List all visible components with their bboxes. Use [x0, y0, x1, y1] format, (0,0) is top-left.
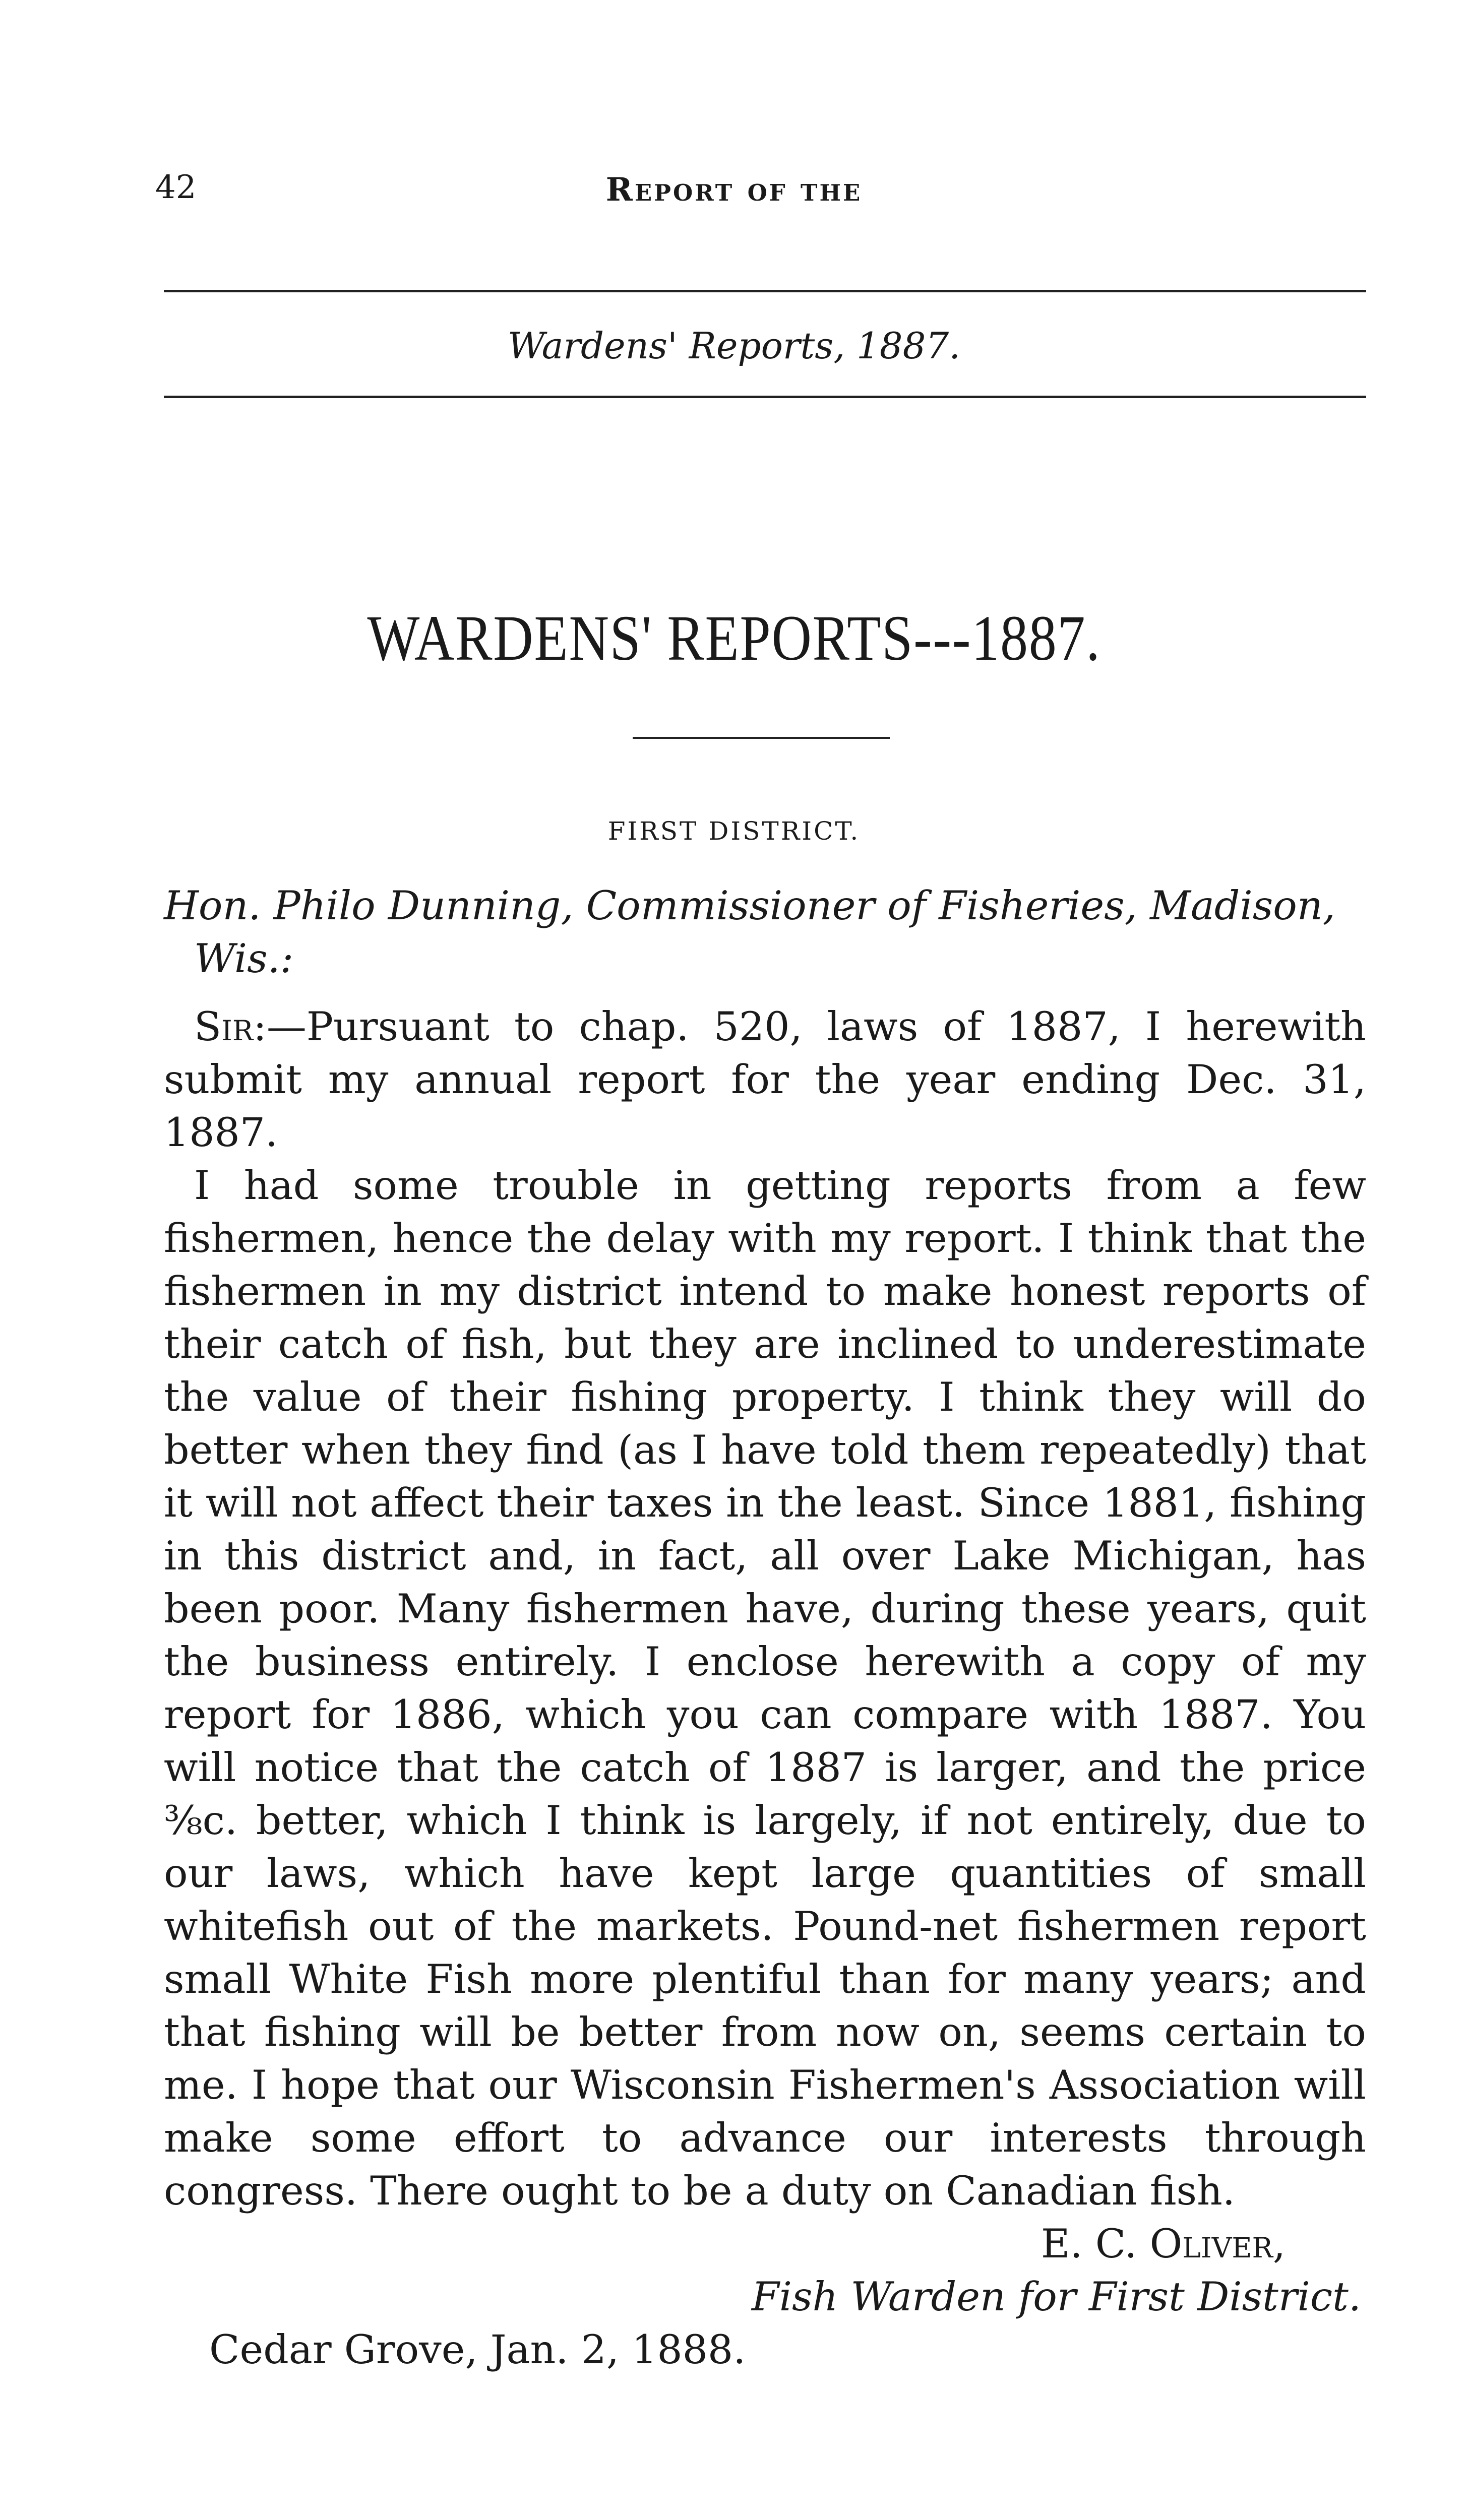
- paragraph-1: [164, 1000, 1366, 1159]
- signature: E. C. Oliver,: [1041, 2221, 1286, 2267]
- sir-greeting: Sir:: [194, 1003, 267, 1050]
- salutation-line-2: Wis.:: [194, 935, 294, 982]
- signer-title: Fish Warden for First District.: [751, 2274, 1361, 2320]
- dateline: Cedar Grove, Jan. 2, 1888.: [209, 2326, 746, 2373]
- section-head: Wardens' Reports, 1887.: [507, 325, 961, 367]
- paragraph-2: I had some trouble in getting reports from a few fishermen, hence the delay with my report. I think that the fishermen in my district intend to make honest reports of their catch of fish, but they are inclined to underestimate the value of their fishing property. I think they will do better when they find (as I have told them repeatedly) that it will not affect their taxes in the least. Since 1881, fishing in this district and, in fact, all over Lake Michigan, has been poor. Many fishermen have, during these years, quit the business entirely. I enclose herewith a copy of my report for 1886, which you can compare with 1887. You will notice that the catch of 1887 is larger, and the price ⅜c. better, which I think is largely, if not entirely, due to our laws, which have kept large quantities of small whitefish out of the markets. Pound-net fishermen report small White Fish more plentiful than for many years; and that fishing will be better from now on, seems certain to me. I hope that our Wisconsin Fishermen's Association will make some effort to advance our interests through congress. There ought to be a duty on Canadian fish.: [164, 1162, 1366, 2214]
- letter-body: [164, 879, 1366, 2376]
- header-rule-bottom: [164, 396, 1366, 398]
- salutation: [164, 879, 1366, 985]
- title-divider: [633, 737, 890, 739]
- header-rule-top: [164, 290, 1366, 292]
- running-head: Report of the: [605, 171, 863, 209]
- page-title: WARDENS' REPORTS---1887.: [367, 602, 1101, 674]
- paragraph-1-text: —Pursuant to chap. 520, laws of 1887, I herewith submit my annual report for the year ending Dec. 31, 1887.: [164, 1003, 1366, 1156]
- salutation-line-1: Hon. Philo Dunning, Commissioner of Fisheries, Madison,: [164, 883, 1335, 929]
- page-number: 42: [155, 169, 197, 206]
- district-subheading: FIRST DISTRICT.: [607, 816, 861, 846]
